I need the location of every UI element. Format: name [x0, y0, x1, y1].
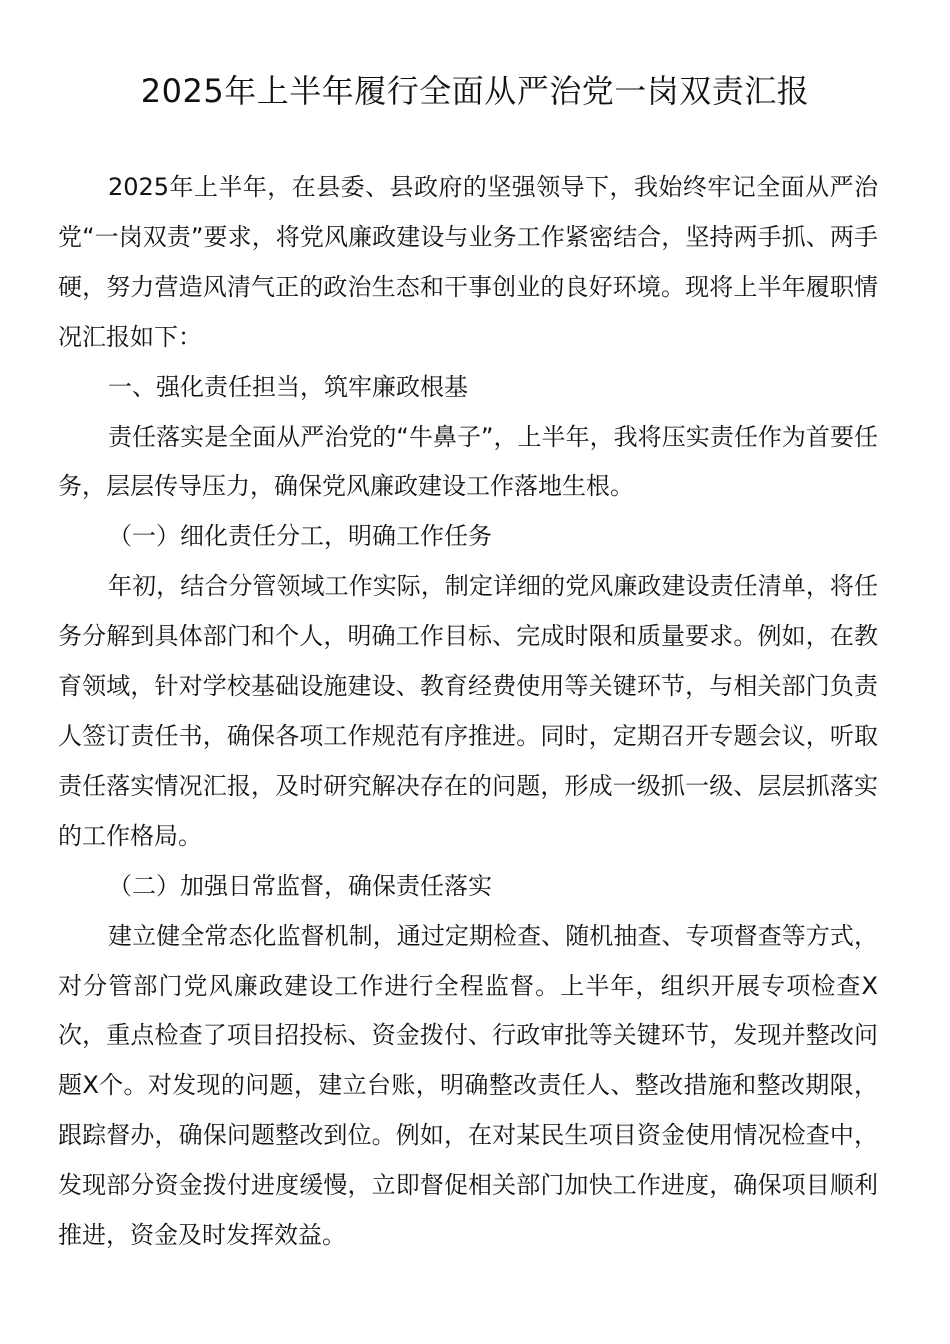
section-1-paragraph: 责任落实是全面从严治党的“牛鼻子”，上半年，我将压实责任作为首要任务，层层传导压力，确保党风廉政建设工作落地生根。: [58, 422, 878, 501]
document-title: 2025年上半年履行全面从严治党一岗双责汇报: [140, 72, 810, 110]
subsection-1-paragraph: 年初，结合分管领域工作实际，制定详细的党风廉政建设责任清单，将任务分解到具体部门和个人，明确工作目标、完成时限和质量要求。例如，在教育领域，针对学校基础设施建设、教育经费使用等关键环节，与相关部门负责人签订责任书，确保各项工作规范有序推进。同时，定期召开专题会议，听取责任落实情况汇报，及时研究解决存在的问题，形成一级抓一级、层层抓落实的工作格局。: [58, 572, 878, 850]
document-body: [58, 163, 878, 1261]
subsection-2-paragraph: 建立健全常态化监督机制，通过定期检查、随机抽查、专项督查等方式，对分管部门党风廉政建设工作进行全程监督。上半年，组织开展专项检查X次，重点检查了项目招投标、资金拨付、行政审批等关键环节，发现并整改问题X个。对发现的问题，建立台账，明确整改责任人、整改措施和整改期限，跟踪督办，确保问题整改到位。例如，在对某民生项目资金使用情况检查中，发现部分资金拨付进度缓慢，立即督促相关部门加快工作进度，确保项目顺利推进，资金及时发挥效益。: [58, 921, 878, 1250]
section-heading-1: 一、强化责任担当，筑牢廉政根基: [108, 372, 468, 401]
subsection-heading-1: （一）细化责任分工，明确工作任务: [108, 522, 492, 551]
intro-paragraph: 2025年上半年，在县委、县政府的坚强领导下，我始终牢记全面从严治党“一岗双责”要求，将党风廉政建设与业务工作紧密结合，坚持两手抓、两手硬，努力营造风清气正的政治生态和干事创业的良好环境。现将上半年履职情况汇报如下：: [58, 173, 878, 351]
subsection-heading-2: （二）加强日常监督，确保责任落实: [108, 871, 492, 900]
